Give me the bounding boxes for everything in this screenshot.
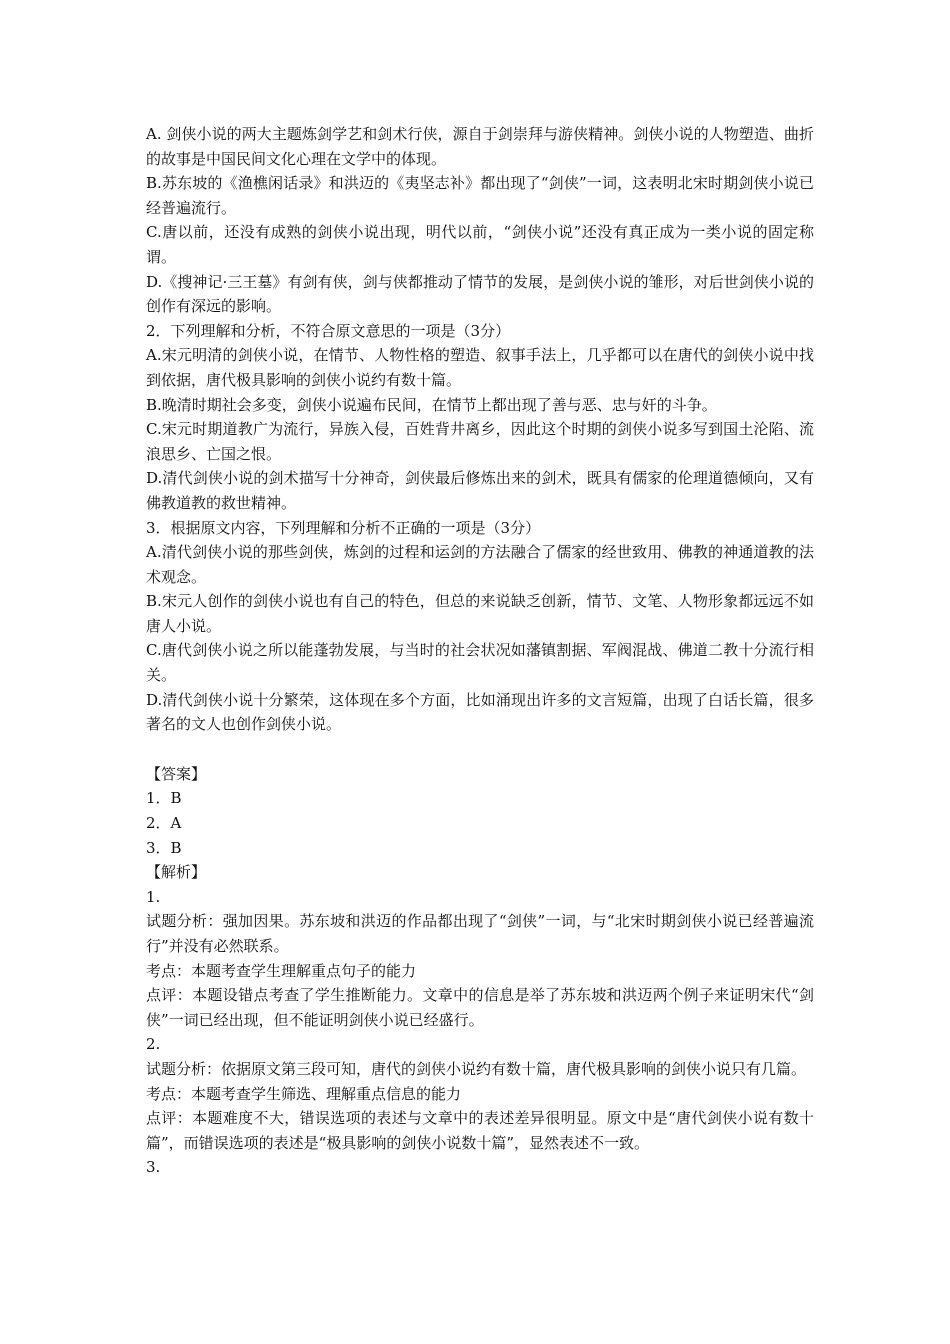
analysis-1-text: 试题分析：强加因果。苏东坡和洪迈的作品都出现了“剑侠”一词，与“北宋时期剑侠小说已经普遍流行”并没有必然联系。: [146, 912, 814, 955]
q3-option-b: B.宋元人创作的剑侠小说也有自己的特色，但总的来说缺乏创新，情节、文笔、人物形象都远远不如唐人小说。: [146, 592, 814, 635]
q2-option-d: D.清代剑侠小说的剑术描写十分神奇，剑侠最后修炼出来的剑术，既具有儒家的伦理道德倾向，又有佛教道教的救世精神。: [146, 469, 814, 512]
analysis-heading: 【解析】: [146, 863, 207, 882]
answer-3: 3．B: [146, 838, 182, 857]
answers-heading: 【答案】: [146, 764, 207, 783]
analysis-1-point: 考点：本题考查学生理解重点句子的能力: [146, 961, 417, 980]
q3-option-d: D.清代剑侠小说十分繁荣，这体现在多个方面，比如涌现出许多的文言短篇，出现了白话长篇，很多著名的文人也创作剑侠小说。: [146, 690, 814, 734]
analysis-1-comment: 点评：本题设错点考查了学生推断能力。文章中的信息是举了苏东坡和洪迈两个例子来证明宋代“剑侠”一词已经出现，但不能证明剑侠小说已经盛行。: [146, 986, 814, 1029]
document-page: [146, 122, 814, 1180]
q1-option-d: D.《搜神记·三王墓》有剑有侠，剑与侠都推动了情节的发展，是剑侠小说的雏形，对后世剑侠小说的创作有深远的影响。: [146, 272, 814, 316]
analysis-2-text: 试题分析：依据原文第三段可知，唐代的剑侠小说约有数十篇，唐代极具影响的剑侠小说只有几篇。: [146, 1059, 807, 1078]
analysis-3-number: 3.: [146, 1158, 161, 1177]
q2-option-b: B.晚清时期社会多变，剑侠小说遍布民间，在情节上都出现了善与恶、忠与奸的斗争。: [146, 395, 717, 414]
q2-option-c: C.宋元时期道教广为流行，异族入侵，百姓背井离乡，因此这个时期的剑侠小说多写到国土沦陷、流浪思乡、亡国之恨。: [146, 420, 814, 463]
answer-2: 2．A: [146, 814, 182, 833]
q3-option-c: C.唐代剑侠小说之所以能蓬勃发展，与当时的社会状况如藩镇割据、军阀混战、佛道二教十分流行相关。: [146, 641, 814, 685]
q3-option-a: A.清代剑侠小说的那些剑侠，炼剑的过程和运剑的方法融合了儒家的经世致用、佛教的神通道教的法术观念。: [146, 543, 814, 586]
q1-option-a: A. 剑侠小说的两大主题炼剑学艺和剑术行侠，源自于剑崇拜与游侠精神。剑侠小说的人物塑造、曲折的故事是中国民间文化心理在文学中的体现。: [146, 125, 814, 168]
analysis-2-comment: 点评：本题难度不大，错误选项的表述与文章中的表述差异很明显。原文中是“唐代剑侠小说有数十篇”，而错误选项的表述是“极具影响的剑侠小说数十篇”，显然表述不一致。: [146, 1109, 814, 1152]
q1-option-c: C.唐以前，还没有成熟的剑侠小说出现，明代以前，“剑侠小说”还没有真正成为一类小说的固定称谓。: [146, 223, 814, 266]
section-spacer: [146, 737, 814, 762]
answer-1: 1．B: [146, 789, 182, 808]
analysis-2-point: 考点：本题考查学生筛选、理解重点信息的能力: [146, 1084, 462, 1103]
q2-stem: 2．下列理解和分析，不符合原文意思的一项是（3分）: [146, 321, 511, 340]
analysis-1-number: 1.: [146, 887, 161, 906]
q3-stem: 3．根据原文内容，下列理解和分析不正确的一项是（3分）: [146, 518, 541, 537]
q1-option-b: B.苏东坡的《渔樵闲话录》和洪迈的《夷坚志补》都出现了“剑侠”一词，这表明北宋时期剑侠小说已经普遍流行。: [146, 174, 814, 217]
q2-option-a: A.宋元明清的剑侠小说，在情节、人物性格的塑造、叙事手法上，几乎都可以在唐代的剑侠小说中找到依据，唐代极具影响的剑侠小说约有数十篇。: [146, 346, 814, 389]
analysis-2-number: 2.: [146, 1035, 161, 1054]
